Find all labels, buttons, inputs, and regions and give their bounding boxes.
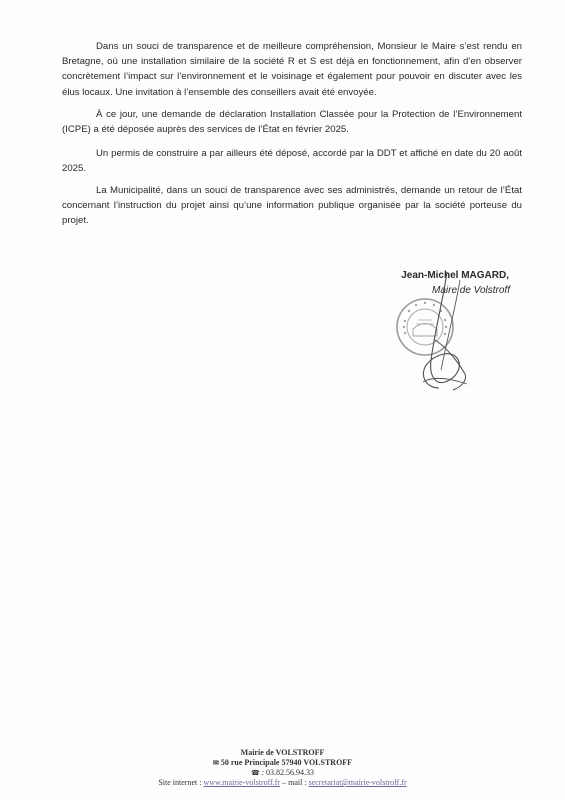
envelope-icon: ✉	[212, 759, 219, 767]
footer-address: 50 rue Principale 57940 VOLSTROFF	[220, 758, 353, 767]
footer-address-line	[0, 758, 565, 768]
footer-site-label: Site internet :	[158, 778, 202, 787]
footer-town: Mairie de VOLSTROFF	[240, 748, 325, 757]
telephone-icon: ☎	[251, 769, 260, 777]
footer-phone-line	[0, 768, 565, 778]
paragraph-permit: Un permis de construire a par ailleurs été déposé, accordé par la DDT et affiché en date du 20 août 2025.	[62, 148, 522, 175]
letter-footer	[0, 748, 565, 788]
footer-website-link[interactable]: www.mairie-volstroff.fr	[203, 778, 281, 787]
paragraph-icpe: À ce jour, une demande de déclaration Installation Classée pour la Protection de l’Environnement (ICPE) a été déposée auprès des services de l’État en février 2025.	[62, 109, 522, 136]
footer-phone: : 03.82.56.94.33	[261, 768, 314, 777]
handwritten-signature	[405, 270, 475, 400]
paragraph-request: La Municipalité, dans un souci de transparence avec ses administrés, demande un retour de l’État concernant l’instruction du projet ainsi qu’une information publique organisée par la société porteuse du projet.	[62, 185, 522, 227]
paragraph-visit: Dans un souci de transparence et de meilleure compréhension, Monsieur le Maire s’est rendu en Bretagne, où une installation similaire de la société R et S est déjà en fonctionnement, afin d’en observer concrètement l’impact sur l’environnement et le voisinage et également pour pouvoir en discuter avec les élus locaux. Une invitation à l’ensemble des conseillers avait été envoyée.	[62, 41, 522, 98]
signatory-title: Maire de Volstroff	[432, 285, 510, 296]
signatory-name: Jean-Michel MAGARD,	[401, 270, 509, 281]
footer-mail-label: – mail :	[282, 778, 307, 787]
footer-contact-line	[0, 778, 565, 788]
footer-email-link[interactable]: secretariat@mairie-volstroff.fr	[308, 778, 407, 787]
